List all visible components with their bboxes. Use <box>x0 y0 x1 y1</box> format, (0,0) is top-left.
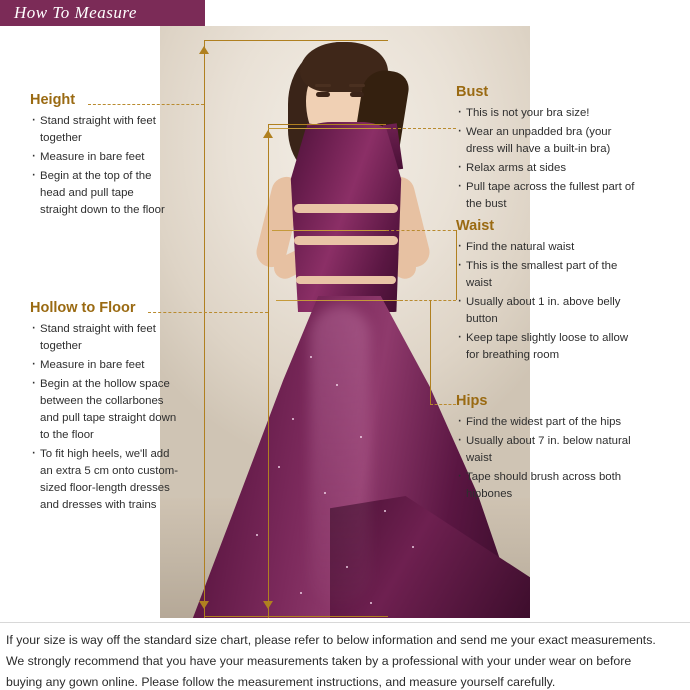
bullet-item: · Relax arms at sides <box>456 160 636 177</box>
hips-tape-line <box>276 300 400 301</box>
bullet-item: · Find the natural waist <box>456 239 636 256</box>
section-title-height: Height <box>30 92 76 108</box>
bullet-item: · Measure in bare feet <box>30 357 182 374</box>
dress-sparkle <box>412 546 414 548</box>
section-bullets-waist <box>456 239 636 364</box>
dress-sparkle <box>310 356 312 358</box>
hollow-to-floor-bottom-tick <box>268 616 386 617</box>
bullet-item: · Stand straight with feet together <box>30 321 182 355</box>
bust-leader-line <box>388 128 456 129</box>
model-eyebrow-right <box>349 84 365 87</box>
footer-line-1: If your size is way off the standard size chart, please refer to below information and send me your exact measurements. <box>6 633 656 647</box>
dress-sparkle <box>292 418 294 420</box>
section-bullets-height <box>30 113 165 219</box>
dress-cutout-middle <box>294 236 398 245</box>
bullet-item: · Usually about 1 in. above belly button <box>456 294 636 328</box>
bullet-item: · Wear an unpadded bra (your dress will have a built-in bra) <box>456 124 636 158</box>
dress-highlight <box>310 306 370 606</box>
section-title-hollow-to-floor: Hollow to Floor <box>30 300 136 316</box>
dress-sparkle <box>384 510 386 512</box>
dress-sparkle <box>336 384 338 386</box>
footer-note <box>0 622 690 690</box>
dress-sparkle <box>300 592 302 594</box>
section-bullets-hips <box>456 414 636 503</box>
height-top-tick <box>204 40 388 41</box>
bullet-item: · This is not your bra size! <box>456 105 636 122</box>
dress-sparkle <box>346 566 348 568</box>
bullet-item: · Begin at the hollow space between the collarbones and pull tape straight down to the floor <box>30 376 182 444</box>
hips-label-leader-line <box>430 404 456 405</box>
dress-cutout-lower <box>296 276 396 284</box>
dress-sparkle <box>278 466 280 468</box>
waist-leader-line <box>386 230 456 231</box>
footer-line-2: We strongly recommend that you have your measurements taken by a professional with your under wear on before <box>6 654 632 668</box>
footer-line-3: buying any gown online. Please follow the measurement instructions, and measure yourself carefully. <box>6 675 556 689</box>
dress-sparkle <box>256 534 258 536</box>
hollow-arrow-up <box>263 130 273 138</box>
section-bullets-hollow-to-floor <box>30 321 182 514</box>
bullet-item: · Stand straight with feet together <box>30 113 165 147</box>
section-bust <box>456 84 636 215</box>
bullet-item: · Begin at the top of the head and pull tape straight down to the floor <box>30 168 165 219</box>
section-hips <box>456 393 636 505</box>
section-title-hips: Hips <box>456 393 488 409</box>
dress-sparkle <box>360 436 362 438</box>
model-eye-left <box>316 92 330 97</box>
height-vertical-line <box>204 40 205 618</box>
bust-tape-line <box>268 128 388 129</box>
page-title: How To Measure <box>14 3 137 22</box>
model-eye-right <box>350 92 364 97</box>
section-bullets-bust <box>456 105 636 213</box>
section-waist <box>456 218 636 366</box>
hips-connector <box>430 300 431 404</box>
waist-tape-line <box>272 230 386 231</box>
bullet-item: · Keep tape slightly loose to allow for breathing room <box>456 330 636 364</box>
hips-leader-line <box>400 300 456 301</box>
hollow-arrow-down <box>263 601 273 609</box>
height-arrow-down <box>199 601 209 609</box>
bullet-item: · Usually about 7 in. below natural waist <box>456 433 636 467</box>
bullet-item: · Find the widest part of the hips <box>456 414 636 431</box>
bullet-item: · Measure in bare feet <box>30 149 165 166</box>
dress-sparkle <box>370 602 372 604</box>
bullet-item: · Tape should brush across both hipbones <box>456 469 636 503</box>
bullet-item: · Pull tape across the fullest part of the bust <box>456 179 636 213</box>
section-title-waist: Waist <box>456 218 495 234</box>
section-hollow-to-floor <box>30 300 182 516</box>
hollow-to-floor-vertical-line <box>268 124 269 618</box>
hollow-to-floor-top-tick <box>268 124 386 125</box>
section-height <box>30 92 165 221</box>
dress-cutout-upper <box>294 204 398 213</box>
section-title-bust: Bust <box>456 84 489 100</box>
bullet-item: · To fit high heels, we'll add an extra 5 cm onto custom-sized floor-length dresses and dresses with trains <box>30 446 182 514</box>
dress-sparkle <box>324 492 326 494</box>
height-arrow-up <box>199 46 209 54</box>
model-eyebrow-left <box>315 84 331 87</box>
bullet-item: · This is the smallest part of the waist <box>456 258 636 292</box>
